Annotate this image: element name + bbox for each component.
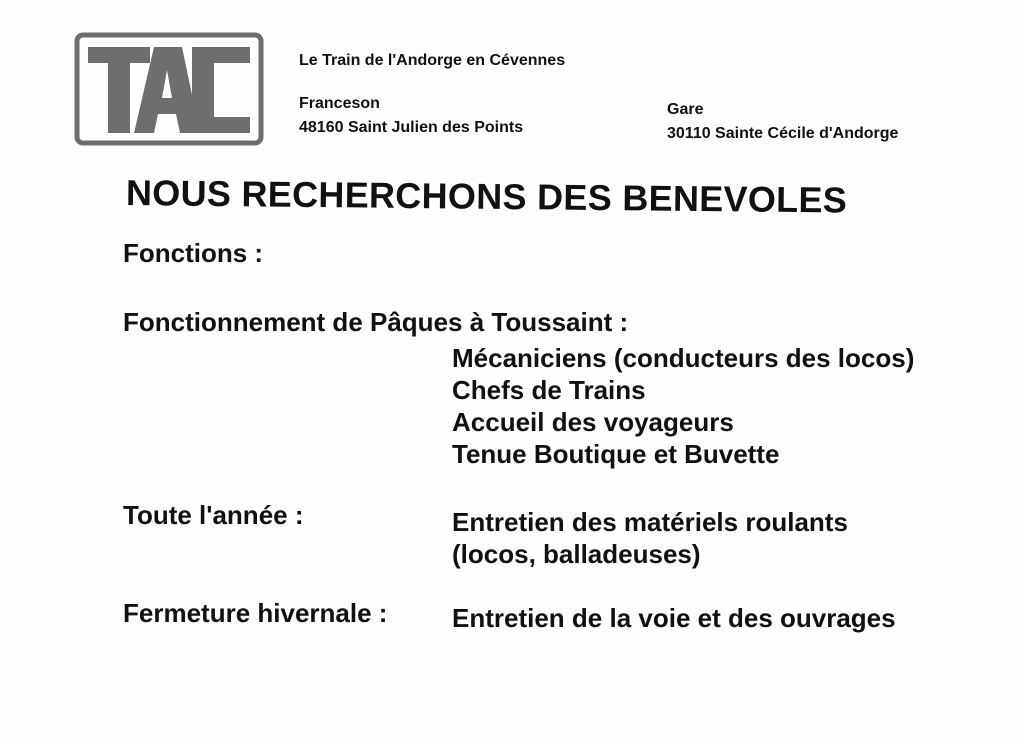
hiver-label: Fermeture hivernale : [123,598,388,628]
annee-label: Toute l'année : [123,500,304,530]
address-franceson [299,92,523,140]
address-line: 48160 Saint Julien des Points [299,119,524,136]
address-line: Franceson [299,95,380,112]
tac-logo [74,32,264,146]
list-item: Entretien des matériels roulants [452,507,848,537]
list-item: (locos, balladeuses) [452,539,701,569]
list-item: Accueil des voyageurs [452,407,734,437]
org-name: Le Train de l'Andorge en Cévennes [299,52,566,69]
address-line: Gare [667,101,704,118]
list-item: Entretien de la voie et des ouvrages [452,603,896,633]
list-item: Mécaniciens (conducteurs des locos) [452,343,915,373]
headline: NOUS RECHERCHONS DES BENEVOLES [125,172,848,221]
annee-list [452,506,848,570]
address-gare [667,98,898,146]
saison-list [452,342,914,470]
hiver-list [452,602,896,634]
list-item: Chefs de Trains [452,375,646,405]
saison-label: Fonctionnement de Pâques à Toussaint : [123,307,629,337]
list-item: Tenue Boutique et Buvette [452,439,780,469]
fonctions-label: Fonctions : [123,238,264,268]
address-line: 30110 Sainte Cécile d'Andorge [667,125,899,142]
